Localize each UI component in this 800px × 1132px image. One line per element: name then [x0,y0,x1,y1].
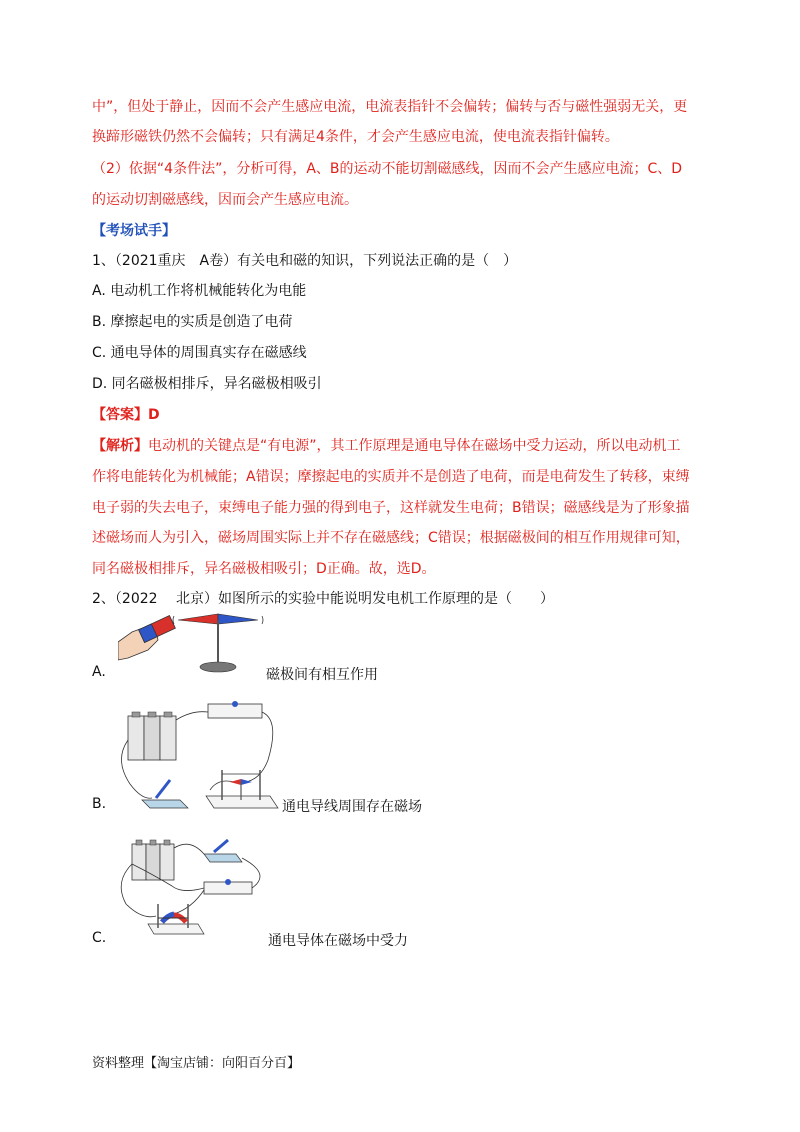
answer-value: D [148,407,160,423]
section-title: 【考场试手】 [92,223,176,239]
q1-analysis-text-1: 电动机的关键点是“有电源”，其工作原理是通电导体在磁场中受力运动，所以电动机工 [148,438,681,454]
figure-a-magnet-compass [118,610,278,676]
analysis-label: 【解析】 [92,438,148,454]
analysis-line-4: 的运动切割磁感线，因而会产生感应电流。 [92,192,358,208]
figure-c-letter: C. [92,930,107,946]
q1-analysis-line-1 [92,437,681,455]
figure-b-letter: B. [92,796,107,812]
page-footer: 资料整理【淘宝店铺：向阳百分百】 [92,1056,301,1071]
q1-stem: 1、（2021重庆 A卷）有关电和磁的知识，下列说法正确的是（ ） [92,253,518,269]
q1-option-a: A. 电动机工作将机械能转化为电能 [92,283,307,299]
q1-analysis-line-2: 作将电能转化为机械能；A错误；摩擦起电的实质并不是创造了电荷，而是电荷发生了转移，束缚 [92,469,690,485]
analysis-line-1: 中”，但处于静止，因而不会产生感应电流，电流表指针不会偏转；偏转与否与磁性强弱无关，更 [92,99,688,115]
q2-stem: 2、（2022 北京）如图所示的实验中能说明发电机工作原理的是（ ） [92,591,554,607]
answer-label: 【答案】 [92,407,148,423]
q1-analysis-line-4: 述磁场而人为引入，磁场周围实际上并不存在磁感线；C错误；根据磁极间的相互作用规律可知， [92,530,690,546]
figure-c-conductor-magnet [112,834,272,942]
q1-analysis-line-3: 电子弱的失去电子，束缚电子能力强的得到电子，这样就发生电荷；B错误；磁感线是为了形象描 [92,500,690,516]
q1-answer [92,406,160,424]
figure-c-caption: 通电导体在磁场中受力 [268,933,408,949]
figure-b-circuit-compass [110,700,280,812]
figure-a-letter: A. [92,664,106,680]
q1-option-d: D. 同名磁极相排斥，异名磁极相吸引 [92,376,322,392]
analysis-line-2: 换蹄形磁铁仍然不会偏转；只有满足4条件，才会产生感应电流，使电流表指针偏转。 [92,129,619,145]
figure-b-caption: 通电导线周围存在磁场 [282,799,422,815]
q1-option-b: B. 摩擦起电的实质是创造了电荷 [92,314,293,330]
q1-option-c: C. 通电导体的周围真实存在磁感线 [92,345,307,361]
figure-a-caption: 磁极间有相互作用 [266,667,378,683]
q1-analysis-line-5: 同名磁极相排斥，异名磁极相吸引；D正确。故，选D。 [92,561,436,577]
analysis-line-3: （2）依据“4条件法”，分析可得，A、B的运动不能切割磁感线，因而不会产生感应电流；C、D [92,161,683,177]
